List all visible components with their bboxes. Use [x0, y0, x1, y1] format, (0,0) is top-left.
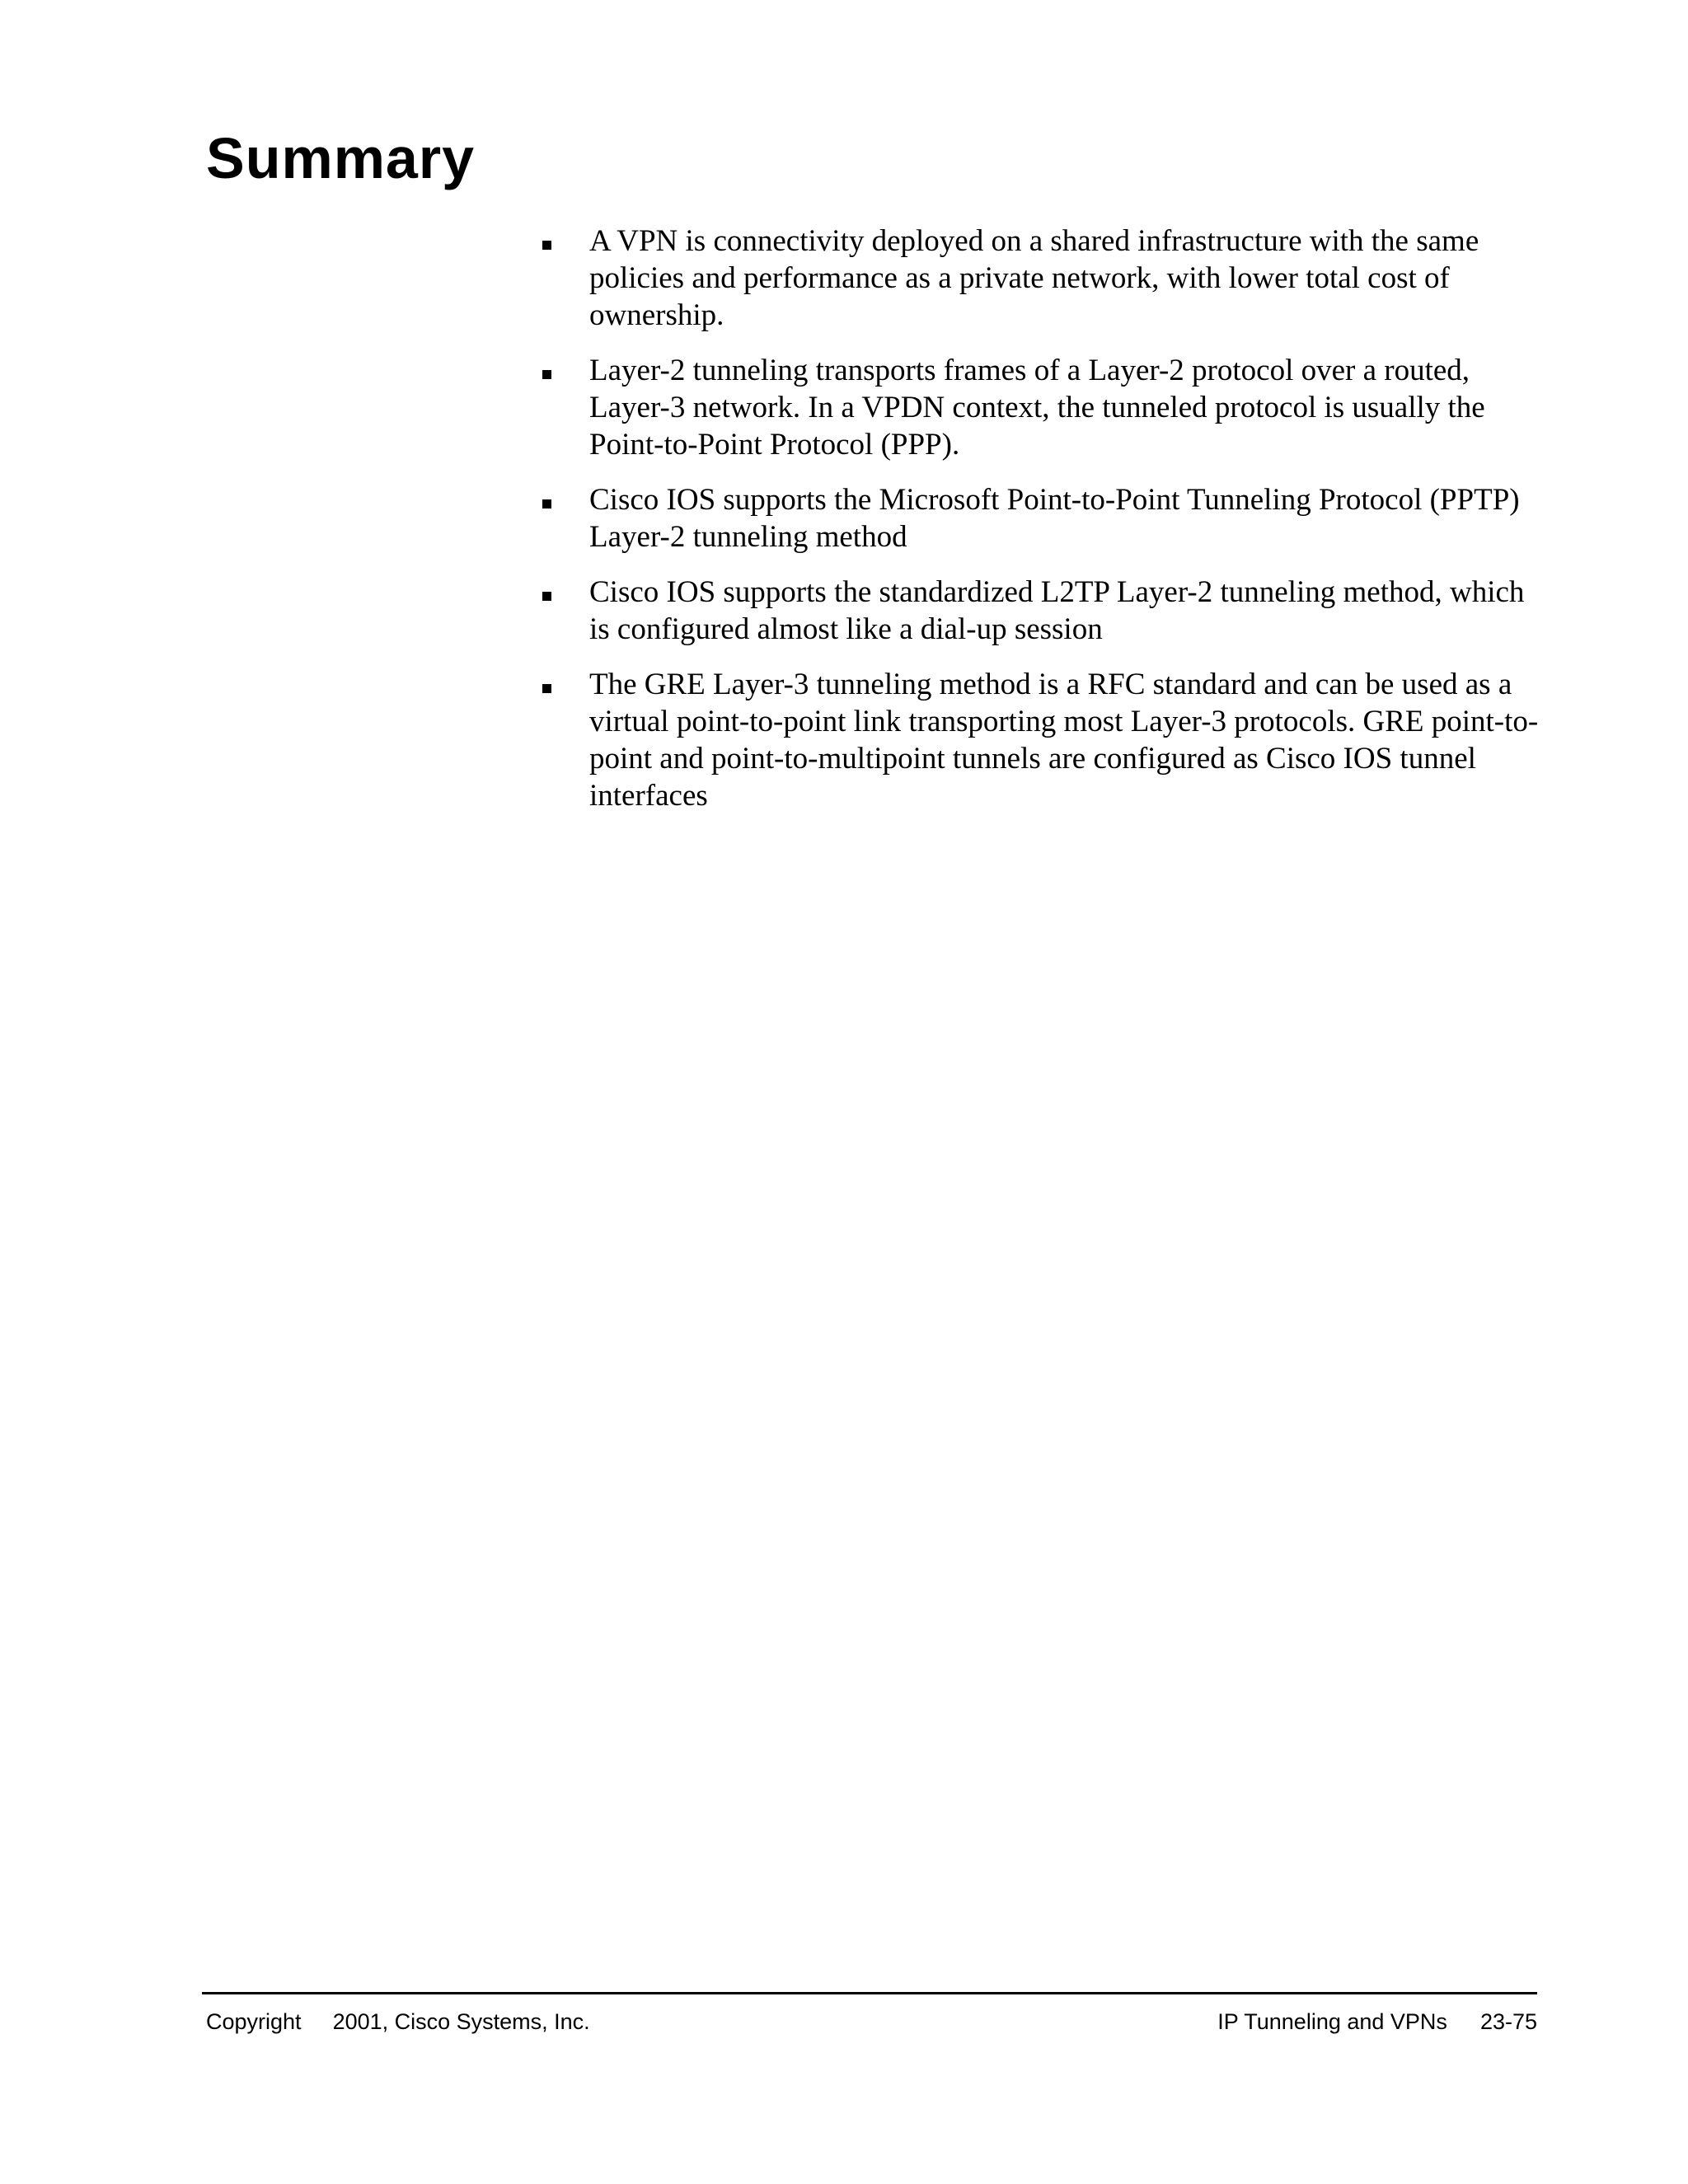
square-bullet-icon [542, 370, 551, 379]
bullet-text: Cisco IOS supports the standardized L2TP Layer-2 tunneling method, which is configured almost like a dial-up session [589, 575, 1525, 646]
square-bullet-icon [542, 499, 551, 509]
list-item [540, 666, 1545, 814]
bullet-text: The GRE Layer-3 tunneling method is a RFC standard and can be used as a virtual point-to-point link transporting most Layer-3 protocols. GRE point-to-point and point-to-multipoint tunnels are configured as Cisco IOS tunnel interfaces [589, 668, 1539, 813]
bullet-text: Layer-2 tunneling transports frames of a Layer-2 protocol over a routed, Layer-3 network. In a VPDN context, the tunneled protocol is usually the Point-to-Point Protocol (PPP). [589, 354, 1485, 462]
list-item [540, 481, 1545, 555]
footer-divider [202, 1992, 1537, 1994]
page-number: 23-75 [1479, 2009, 1537, 2034]
bullet-text: A VPN is connectivity deployed on a shared infrastructure with the same policies and performance as a private network, with lower total cost of ownership. [589, 224, 1479, 332]
page-title: Summary [206, 126, 476, 190]
bullet-text: Cisco IOS supports the Microsoft Point-to-Point Tunneling Protocol (PPTP) Layer-2 tunneling method [589, 483, 1520, 554]
list-item [540, 574, 1545, 648]
course-title: IP Tunneling and VPNs [1217, 2009, 1447, 2034]
copyright-label: Copyright [206, 2009, 302, 2034]
square-bullet-icon [542, 592, 551, 601]
footer-copyright [206, 2008, 590, 2036]
footer-page-info [1217, 2008, 1537, 2036]
copyright-holder: 2001, Cisco Systems, Inc. [332, 2009, 590, 2034]
square-bullet-icon [542, 684, 551, 693]
list-item [540, 352, 1545, 463]
list-item [540, 223, 1545, 334]
summary-bullet-list [540, 223, 1545, 832]
square-bullet-icon [542, 241, 551, 250]
